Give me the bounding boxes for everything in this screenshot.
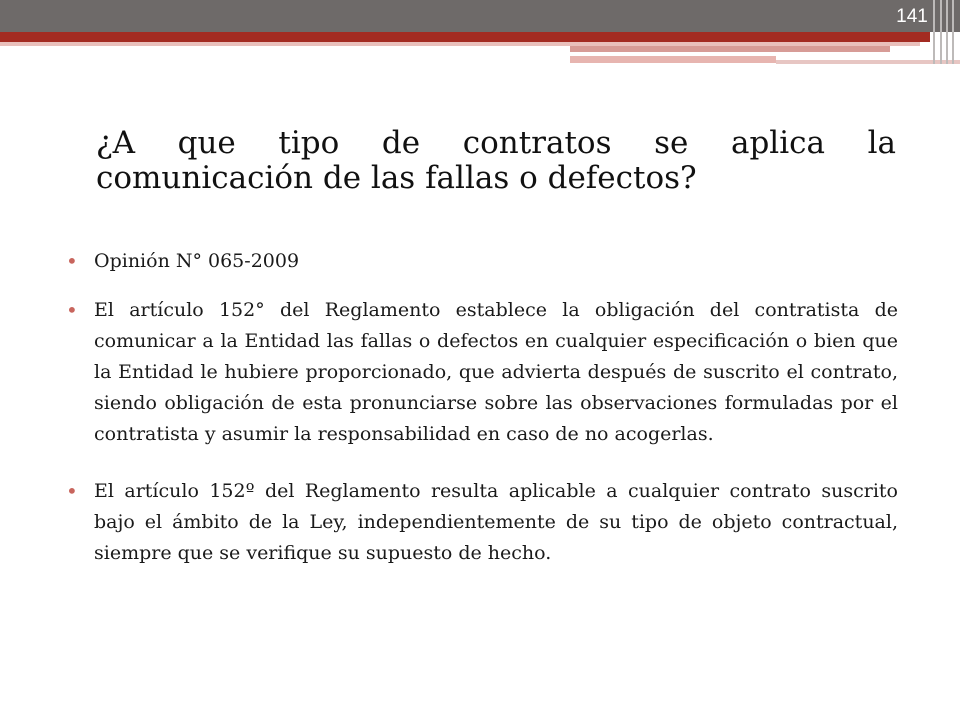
- bullet-item: [66, 295, 898, 450]
- bullet-text: El artículo 152° del Reglamento establece la obligación del contratista de comunicar a la Entidad las fallas o defectos en cualquier especificación o bien que la Entidad le hubiere proporcionado, que advierta después de suscrito el contrato, siendo obligación de esta pronunciarse sobre las observaciones formuladas por el contratista y asumir la responsabilidad en caso de no acogerlas.: [94, 299, 898, 445]
- header-stripe: [570, 46, 890, 52]
- header-accent-band: [0, 32, 930, 42]
- header-band: [0, 0, 960, 32]
- bullet-list: [66, 246, 898, 569]
- title-line: ¿A que tipo de contratos se aplica la: [96, 125, 896, 161]
- slide-title: [96, 126, 896, 196]
- bullet-text: El artículo 152º del Reglamento resulta aplicable a cualquier contrato suscrito bajo el ámbito de la Ley, independientemente de su tipo de objeto contractual, siempre que se verifique su supuesto de hecho.: [94, 480, 898, 564]
- header-divider-line: [940, 0, 942, 64]
- bullet-item: [66, 246, 898, 277]
- bullet-item: [66, 476, 898, 569]
- bullet-marker: •: [66, 479, 78, 503]
- bullet-text: Opinión N° 065-2009: [94, 250, 300, 272]
- bullet-marker: •: [66, 298, 78, 322]
- page-number: 141: [896, 6, 928, 27]
- title-line: comunicación de las fallas o defectos?: [96, 160, 697, 196]
- header-divider-line: [952, 0, 954, 64]
- header-divider-line: [946, 0, 948, 64]
- header-stripe: [570, 56, 776, 63]
- bullet-marker: •: [66, 249, 78, 273]
